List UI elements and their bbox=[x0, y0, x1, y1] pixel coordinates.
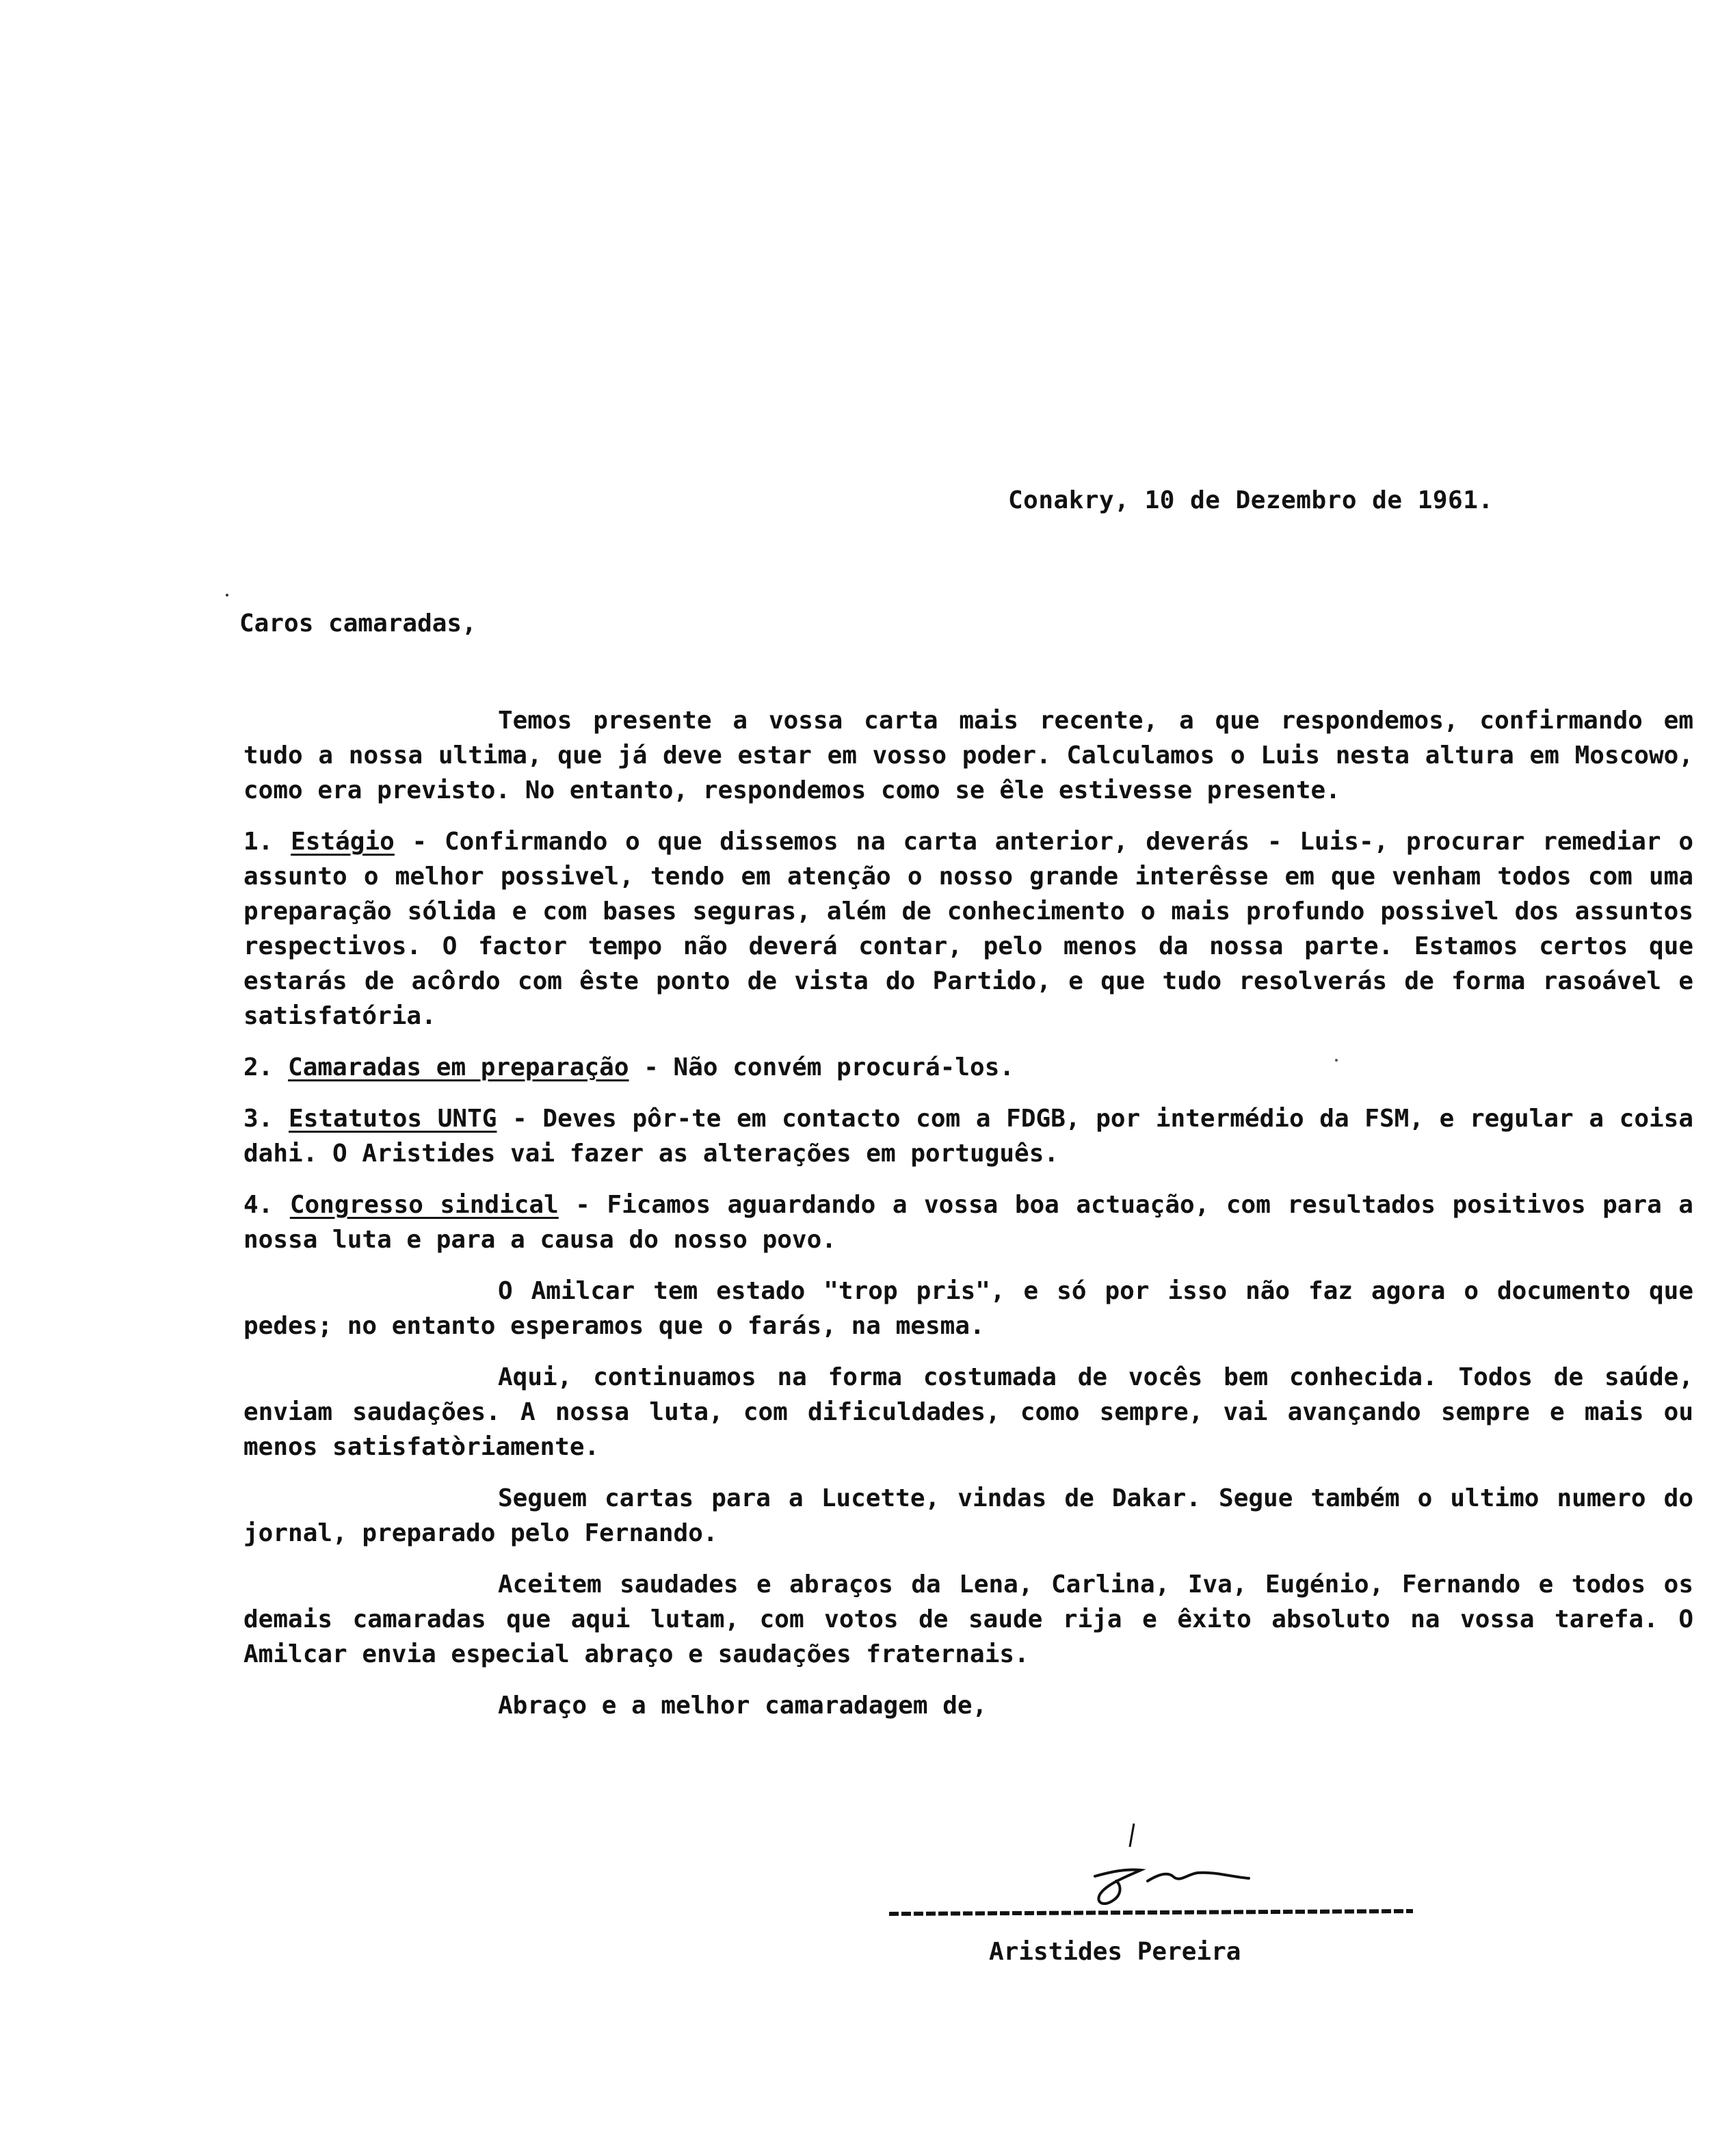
seguem-paragraph: Seguem cartas para a Lucette, vindas de Dakar. Segue também o ultimo numero do jornal, preparado pelo Fernando. bbox=[243, 1484, 1693, 1547]
salutation: Caros camaradas, bbox=[239, 609, 477, 637]
letter-body bbox=[243, 703, 1693, 1723]
item-number: 3. bbox=[243, 1105, 289, 1133]
item-congresso bbox=[243, 1187, 1693, 1257]
aqui-paragraph: Aqui, continuamos na forma costumada de vocês bem conhecida. Todos de saúde, enviam saudações. A nossa luta, com dificuldades, como sempre, vai avançando sempre e mais ou menos satisfatòriamente. bbox=[243, 1363, 1693, 1461]
item-number: 2. bbox=[243, 1053, 289, 1081]
item-text: - Deves pôr-te em contacto com a FDGB, por intermédio da FSM, e regular a coisa dahi. O Aristides vai fazer as alterações em português. bbox=[243, 1105, 1694, 1168]
closing-line: Abraço e a melhor camaradagem de, bbox=[498, 1692, 988, 1720]
item-text: - Confirmando o que dissemos na carta anterior, deverás - Luis-, procurar remediar o assunto o melhor possivel, tendo em atenção o nosso grande interêsse em que venham todos com uma preparação sólida e com bases seguras, além de conhecimento o mais profundo possivel dos assuntos respectivos. O factor tempo não deverá contar, pelo menos da nossa parte. Estamos certos que estarás de acôrdo com êste ponto de vista do Partido, e que tudo resolverás de forma rasoável e satisfatória. bbox=[243, 828, 1693, 1030]
date-line: Conakry, 10 de Dezembro de 1961. bbox=[1008, 486, 1494, 514]
paper-speck bbox=[226, 594, 228, 596]
item-heading: Camaradas em preparação bbox=[288, 1053, 629, 1081]
amilcar-paragraph: O Amilcar tem estado "trop pris", e só por isso não faz agora o documento que pedes; no entanto esperamos que o farás, na mesma. bbox=[243, 1277, 1693, 1340]
item-heading: Congresso sindical bbox=[289, 1191, 559, 1219]
intro-paragraph: Temos presente a vossa carta mais recente, a que respondemos, confirmando em tudo a nossa ultima, que já deve estar em vosso poder. Calculamos o Luis nesta altura em Moscowo, como era previsto. No entanto, respondemos como se êle estivesse presente. bbox=[243, 707, 1693, 804]
item-camaradas bbox=[243, 1050, 1693, 1085]
signer-name: Aristides Pereira bbox=[989, 1938, 1241, 1966]
item-text: - Não convém procurá-los. bbox=[629, 1053, 1015, 1081]
item-estagio bbox=[243, 824, 1693, 1034]
item-number: 1. bbox=[243, 828, 291, 856]
item-text: - Ficamos aguardando a vossa boa actuação, com resultados positivos para a nossa luta e para a causa do nosso povo. bbox=[243, 1191, 1693, 1254]
item-heading: Estágio bbox=[291, 828, 395, 856]
signature-block bbox=[886, 1811, 1420, 1975]
item-heading: Estatutos UNTG bbox=[289, 1105, 497, 1133]
aceitem-paragraph: Aceitem saudades e abraços da Lena, Carlina, Iva, Eugénio, Fernando e todos os demais camaradas que aqui lutam, com votos de saude rija e êxito absoluto na vossa tarefa. O Amilcar envia especial abraço e saudações fraternais. bbox=[243, 1570, 1693, 1668]
signature-line bbox=[889, 1911, 1413, 1914]
handwritten-signature bbox=[886, 1811, 1420, 1928]
item-number: 4. bbox=[243, 1191, 290, 1219]
item-estatutos bbox=[243, 1101, 1693, 1171]
